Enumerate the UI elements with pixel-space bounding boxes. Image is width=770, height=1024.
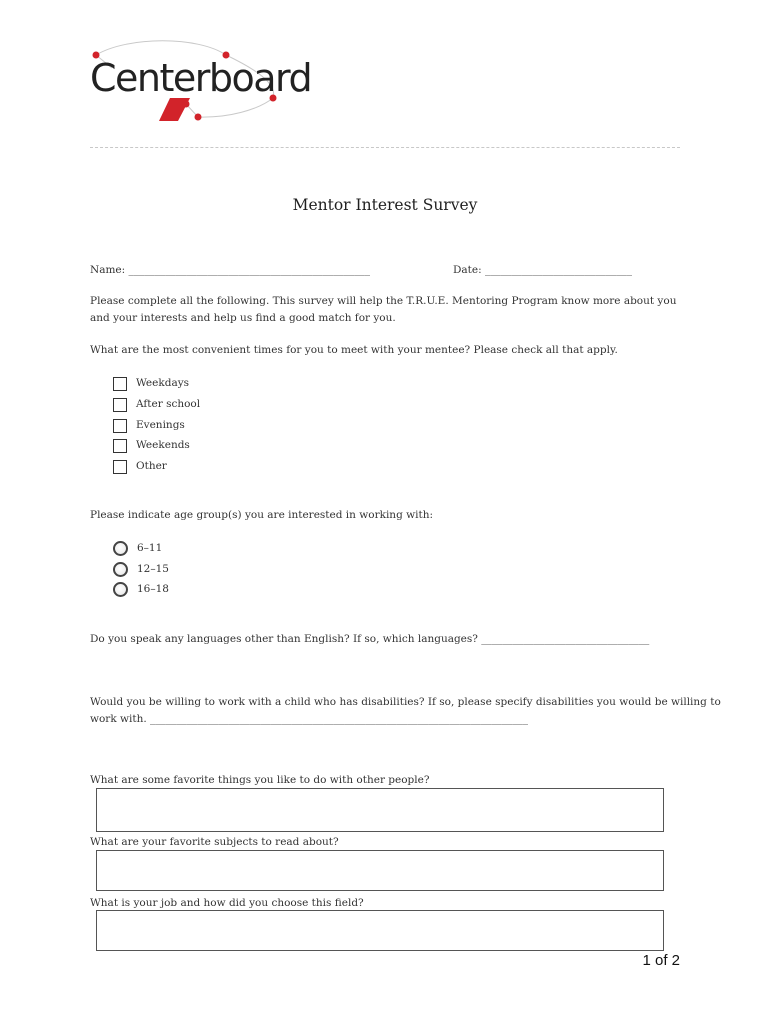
disabilities-answer-line[interactable]: work with. ________________________________________________________________________ <box>90 713 529 725</box>
checkbox-weekdays[interactable] <box>113 373 189 389</box>
date-field[interactable]: Date: ____________________________ <box>453 264 632 276</box>
page-title: Mentor Interest Survey <box>292 196 478 214</box>
logo-wordmark: Centerboard <box>90 56 312 100</box>
page-number: 1 of 2 <box>642 952 680 969</box>
checkbox-evenings[interactable] <box>113 415 185 431</box>
checkbox-label: After school <box>136 398 201 410</box>
radio-button[interactable] <box>113 541 128 556</box>
intro-text: Please complete all the following. This survey will help the T.R.U.E. Mentoring Program know more about you and your interests and help us find a good match for you. <box>90 295 677 324</box>
checkbox-weekends[interactable] <box>113 435 190 451</box>
question-times: What are the most convenient times for you to meet with your mentee? Please check all that apply. <box>90 344 618 356</box>
job-input[interactable] <box>96 910 664 951</box>
checkbox-label: Weekends <box>136 439 190 451</box>
checkbox-box[interactable] <box>113 439 127 453</box>
question-subjects: What are your favorite subjects to read about? <box>90 836 339 848</box>
checkbox-after-school[interactable] <box>113 394 200 410</box>
header-divider <box>90 147 680 148</box>
question-age-group: Please indicate age group(s) you are interested in working with: <box>90 509 433 521</box>
radio-age-6-11[interactable] <box>113 538 162 554</box>
checkbox-box[interactable] <box>113 460 127 474</box>
checkbox-label: Evenings <box>136 419 185 431</box>
checkbox-box[interactable] <box>113 377 127 391</box>
checkbox-other[interactable] <box>113 456 167 472</box>
radio-label: 12–15 <box>137 563 169 575</box>
favorite-things-input[interactable] <box>96 788 664 832</box>
question-languages[interactable]: Do you speak any languages other than English? If so, which languages? ________________________________ <box>90 633 650 645</box>
checkbox-box[interactable] <box>113 419 127 433</box>
radio-age-12-15[interactable] <box>113 559 169 575</box>
radio-age-16-18[interactable] <box>113 579 169 595</box>
question-favorite-things: What are some favorite things you like to do with other people? <box>90 774 430 786</box>
radio-button[interactable] <box>113 582 128 597</box>
subjects-input[interactable] <box>96 850 664 891</box>
question-job: What is your job and how did you choose this field? <box>90 897 364 909</box>
logo <box>88 38 312 128</box>
radio-label: 6–11 <box>137 542 163 554</box>
checkbox-label: Other <box>136 460 167 472</box>
question-disabilities: Would you be willing to work with a child who has disabilities? If so, please specify disabilities you would be willing to <box>90 696 721 708</box>
name-field[interactable]: Name: ______________________________________________ <box>90 264 370 276</box>
radio-label: 16–18 <box>137 583 169 595</box>
checkbox-box[interactable] <box>113 398 127 412</box>
radio-button[interactable] <box>113 562 128 577</box>
checkbox-label: Weekdays <box>136 377 190 389</box>
